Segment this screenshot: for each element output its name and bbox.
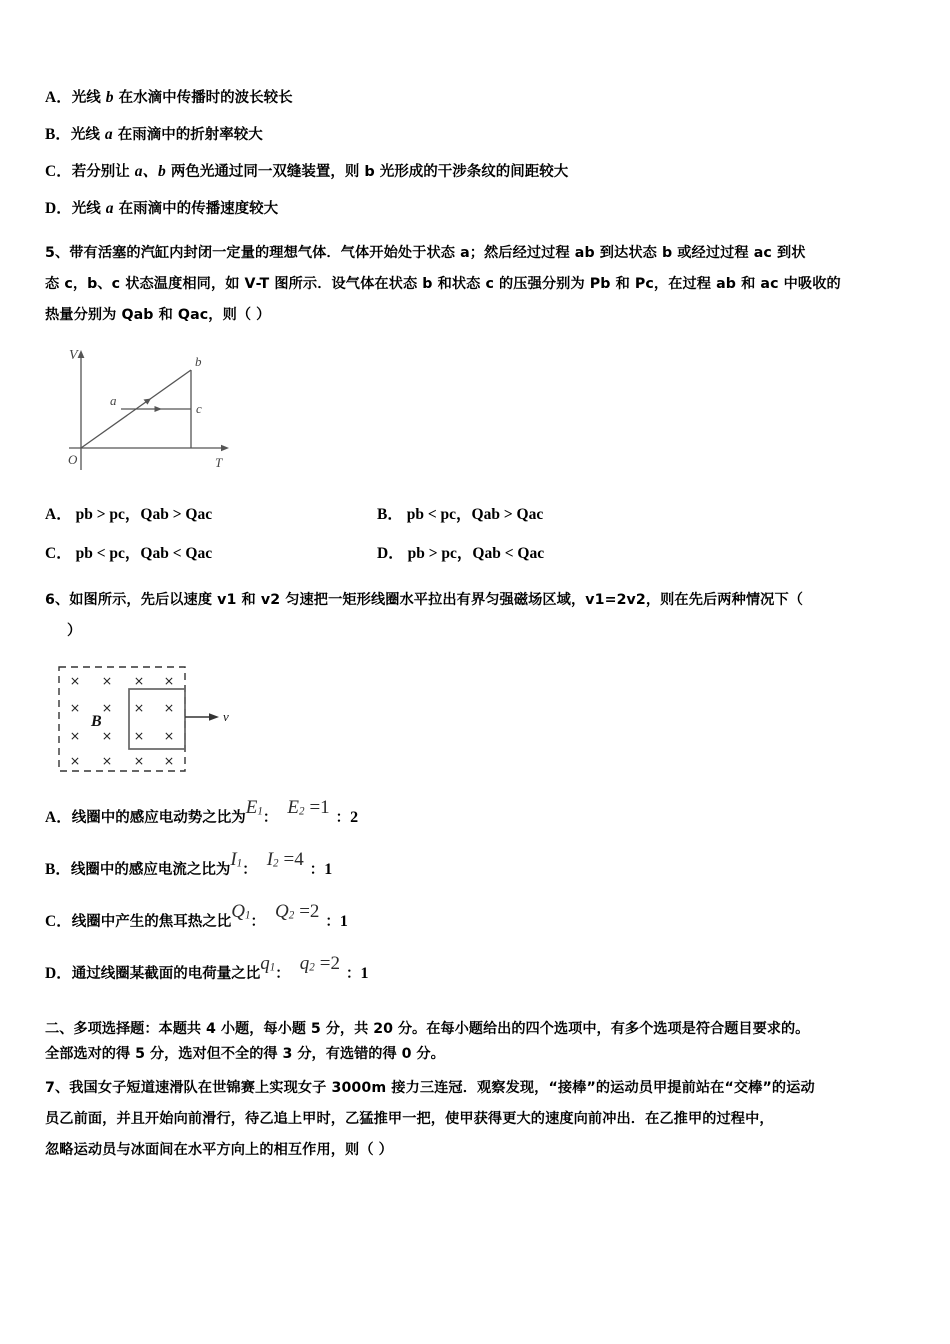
vt-point-label-a: a bbox=[110, 393, 117, 408]
field-cross-icon: × bbox=[101, 753, 113, 768]
field-cross-icon: × bbox=[69, 673, 81, 688]
t-axis-arrowhead bbox=[221, 445, 229, 451]
option-letter: A． bbox=[45, 89, 72, 106]
option-letter: A． bbox=[45, 506, 72, 523]
field-cross-icon: × bbox=[69, 700, 81, 715]
field-cross-icon: × bbox=[133, 753, 145, 768]
field-cross-icon: × bbox=[101, 728, 113, 743]
option-d[interactable] bbox=[377, 541, 544, 563]
vt-diagram-svg bbox=[55, 345, 240, 475]
option-symbol-1: $E_1$ bbox=[245, 797, 263, 818]
option-row[interactable] bbox=[45, 201, 917, 217]
option-letter: C． bbox=[45, 163, 72, 180]
vt-point-label-c: c bbox=[196, 401, 202, 416]
option-expression: pb < pc，Qab > Qac bbox=[406, 506, 544, 523]
option-row[interactable] bbox=[45, 797, 917, 857]
option-row[interactable] bbox=[45, 90, 917, 106]
option-italic-symbol: a bbox=[104, 126, 113, 143]
option-symbol-2: $E_2 =1$ bbox=[287, 797, 330, 818]
option-italic-symbol: a、b bbox=[134, 163, 166, 180]
option-symbol-1: $q_1$ bbox=[260, 953, 276, 974]
question-7 bbox=[45, 1073, 917, 1166]
option-italic-symbol: b bbox=[105, 89, 114, 106]
question-6-stem-line-1: 6、如图所示，先后以速度 v1 和 v2 匀速把一矩形线圈水平拉出有界匀强磁场区域，v1=2v2，则在先后两种情况下（ bbox=[45, 592, 804, 608]
process-ab-direction-arrow bbox=[144, 399, 152, 405]
option-row[interactable] bbox=[45, 953, 917, 1013]
option-row[interactable] bbox=[45, 127, 917, 143]
option-letter: A． bbox=[45, 809, 72, 826]
field-cross-icon: × bbox=[163, 753, 175, 768]
ratio-colon: ： bbox=[250, 914, 265, 930]
option-letter: D． bbox=[45, 200, 72, 217]
process-ac-direction-arrow bbox=[155, 406, 163, 412]
option-italic-symbol: a bbox=[105, 200, 114, 217]
option-expression: pb > pc，Qab < Qac bbox=[407, 545, 545, 562]
velocity-arrowhead bbox=[209, 713, 219, 721]
option-letter: B． bbox=[45, 126, 71, 143]
section-2-line-1: 二、多项选择题：本题共 4 小题，每小题 5 分，共 20 分。在每小题给出的四个选项中，有多个选项是符合题目要求的。 bbox=[45, 1021, 810, 1037]
ratio-colon: ： bbox=[242, 862, 257, 878]
option-text-pre: 光线 bbox=[71, 90, 106, 106]
field-label-B: B bbox=[91, 713, 102, 730]
question-5-figure-vt-diagram bbox=[55, 345, 917, 480]
option-row[interactable] bbox=[45, 901, 917, 961]
vt-label-V: V bbox=[69, 348, 78, 363]
option-symbol-2: $q_2 =2$ bbox=[299, 953, 340, 974]
ratio-colon: ： bbox=[309, 862, 325, 878]
option-text-post: 在水滴中传播时的波长较长 bbox=[113, 90, 293, 106]
ratio-colon: ： bbox=[262, 810, 278, 826]
option-row-pair bbox=[45, 541, 917, 580]
option-ratio-tail: 1 bbox=[360, 965, 369, 982]
option-text-post: 两色光通过同一双缝装置，则 b 光形成的干涉条纹的间距较大 bbox=[165, 164, 569, 180]
question-6-options bbox=[45, 797, 917, 1013]
field-cross-icon: × bbox=[133, 728, 145, 743]
velocity-label-v: v bbox=[223, 709, 229, 724]
option-lead-text: 线圈中产生的焦耳热之比 bbox=[71, 914, 232, 930]
option-letter: C． bbox=[45, 913, 72, 930]
field-cross-icon: × bbox=[163, 700, 175, 715]
vt-label-T: T bbox=[215, 455, 223, 470]
option-row[interactable] bbox=[45, 164, 917, 180]
field-cross-grid bbox=[70, 673, 174, 768]
option-ratio-tail: 1 bbox=[324, 861, 333, 878]
option-letter: D． bbox=[377, 545, 404, 562]
question-4-options bbox=[45, 90, 917, 217]
section-2-line-2: 全部选对的得 5 分，选对但不全的得 3 分，有选错的得 0 分。 bbox=[45, 1046, 445, 1062]
question-7-line-1: 7、我国女子短道速滑队在世锦赛上实现女子 3000m 接力三连冠．观察发现，“接棒”的运动员甲提前站在“交棒”的运动 bbox=[45, 1080, 815, 1096]
field-cross-icon: × bbox=[101, 700, 113, 715]
question-7-line-2: 员乙前面，并且开始向前滑行，待乙追上甲时，乙猛推甲一把，使甲获得更大的速度向前冲出．在乙推甲的过程中， bbox=[45, 1111, 774, 1127]
option-symbol-1: $I_1$ bbox=[230, 849, 243, 870]
question-7-line-3: 忽略运动员与冰面间在水平方向上的相互作用，则（ ） bbox=[45, 1142, 393, 1158]
question-6 bbox=[45, 585, 917, 647]
option-symbol-2: $I_2 =4$ bbox=[266, 849, 304, 870]
field-cross-icon: × bbox=[133, 700, 145, 715]
field-cross-icon: × bbox=[69, 753, 81, 768]
option-letter: C． bbox=[45, 545, 72, 562]
option-expression: pb > pc，Qab > Qac bbox=[75, 506, 213, 523]
option-letter: B． bbox=[45, 861, 71, 878]
question-6-figure-magnetic-field bbox=[53, 659, 917, 789]
section-2-heading bbox=[45, 1017, 917, 1067]
option-text-pre: 光线 bbox=[70, 127, 105, 143]
option-ratio-tail: 1 bbox=[339, 913, 348, 930]
question-5-stem-line-3: 热量分别为 Qab 和 Qac，则（ ） bbox=[45, 307, 271, 323]
v-axis-arrowhead bbox=[78, 350, 85, 358]
ratio-colon: ： bbox=[335, 810, 351, 826]
option-ratio-tail: 2 bbox=[350, 809, 359, 826]
page-content bbox=[45, 90, 917, 1166]
question-5-stem-line-2: 态 c，b、c 状态温度相同，如 V‐T 图所示．设气体在状态 b 和状态 c 的压强分别为 Pb 和 Pc，在过程 ab 和 ac 中吸收的 bbox=[45, 276, 841, 292]
ratio-colon: ： bbox=[325, 914, 340, 930]
vt-point-label-b: b bbox=[195, 354, 202, 369]
option-text-post: 在雨滴中的传播速度较大 bbox=[113, 201, 279, 217]
question-5 bbox=[45, 238, 917, 331]
option-letter: D． bbox=[45, 965, 72, 982]
option-symbol-1: $Q_1$ bbox=[231, 901, 251, 922]
option-letter: B． bbox=[377, 506, 403, 523]
option-symbol-2: $Q_2 =2$ bbox=[274, 901, 320, 922]
magnetic-field-svg bbox=[53, 659, 268, 784]
option-text-pre: 光线 bbox=[71, 201, 106, 217]
question-6-stem-line-2: ） bbox=[67, 623, 82, 639]
field-cross-icon: × bbox=[133, 673, 145, 688]
option-lead-text: 线圈中的感应电流之比为 bbox=[70, 862, 231, 878]
field-cross-icon: × bbox=[69, 728, 81, 743]
option-expression: pb < pc，Qab < Qac bbox=[75, 545, 213, 562]
option-text-post: 在雨滴中的折射率较大 bbox=[112, 127, 263, 143]
option-b[interactable] bbox=[377, 502, 543, 524]
field-cross-icon: × bbox=[163, 728, 175, 743]
option-row-pair bbox=[45, 502, 917, 541]
ratio-colon: ： bbox=[275, 966, 290, 982]
ratio-colon: ： bbox=[345, 966, 361, 982]
option-row[interactable] bbox=[45, 849, 917, 909]
question-5-options bbox=[45, 502, 917, 580]
option-a[interactable] bbox=[45, 502, 212, 524]
option-text-pre: 若分别让 bbox=[71, 164, 135, 180]
option-c[interactable] bbox=[45, 541, 212, 563]
option-lead-text: 通过线圈某截面的电荷量之比 bbox=[71, 966, 261, 982]
field-cross-icon: × bbox=[101, 673, 113, 688]
option-lead-text: 线圈中的感应电动势之比为 bbox=[71, 810, 246, 826]
vt-label-O: O bbox=[68, 452, 78, 467]
question-5-stem-line-1: 5、带有活塞的汽缸内封闭一定量的理想气体．气体开始处于状态 a；然后经过过程 ab 到达状态 b 或经过过程 ac 到状 bbox=[45, 245, 806, 261]
field-cross-icon: × bbox=[163, 673, 175, 688]
